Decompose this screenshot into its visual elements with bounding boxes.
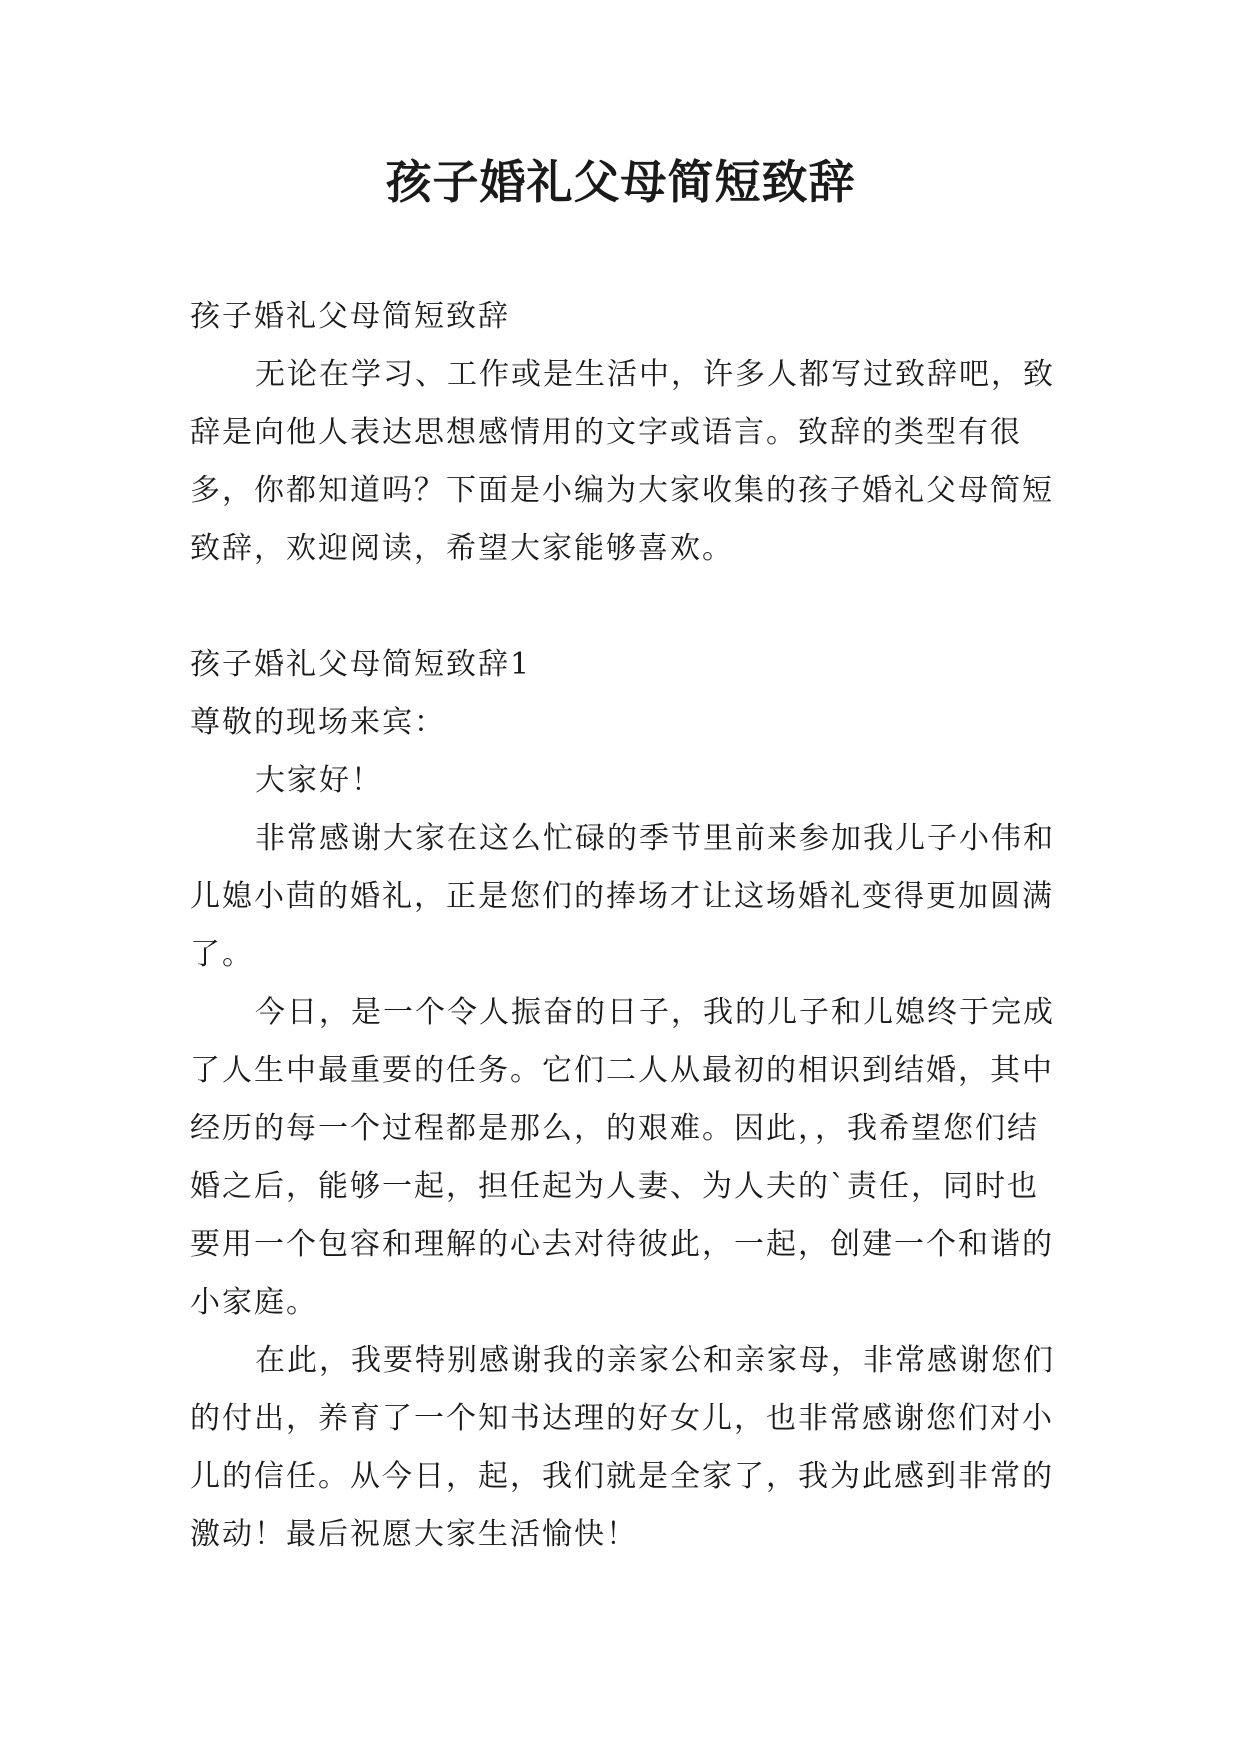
body-paragraph: 非常感谢大家在这么忙碌的季节里前来参加我儿子小伟和儿媳小茴的婚礼，正是您们的捧场才让这场婚礼变得更加圆满了。 [190, 821, 1055, 972]
body-paragraph: 在此，我要特别感谢我的亲家公和亲家母，非常感谢您们的付出，养育了一个知书达理的好女儿，也非常感谢您们对小儿的信任。从今日，起，我们就是全家了，我为此感到非常的激动！最后祝愿大家生活愉快！ [190, 1343, 1055, 1552]
greeting: 大家好！ [255, 763, 383, 798]
salutation: 尊敬的现场来宾： [190, 705, 446, 740]
document-body [190, 288, 1062, 1564]
section-heading: 孩子婚礼父母简短致辞1 [190, 647, 532, 682]
intro-paragraph: 无论在学习、工作或是生活中，许多人都写过致辞吧，致辞是向他人表达思想感情用的文字或语言。致辞的类型有很多，你都知道吗？下面是小编为大家收集的孩子婚礼父母简短致辞，欢迎阅读，希望大家能够喜欢。 [190, 357, 1055, 566]
document-title: 孩子婚礼父母简短致辞 [385, 155, 856, 209]
body-paragraph: 今日，是一个令人振奋的日子，我的儿子和儿媳终于完成了人生中最重要的任务。它们二人从最初的相识到结婚，其中经历的每一个过程都是那么，的艰难。因此，，我希望您们结婚之后，能够一起，担任起为人妻、为人夫的`责任，同时也要用一个包容和理解的心去对待彼此，一起，创建一个和谐的小家庭。 [190, 995, 1055, 1320]
document-subtitle: 孩子婚礼父母简短致辞 [190, 299, 510, 334]
